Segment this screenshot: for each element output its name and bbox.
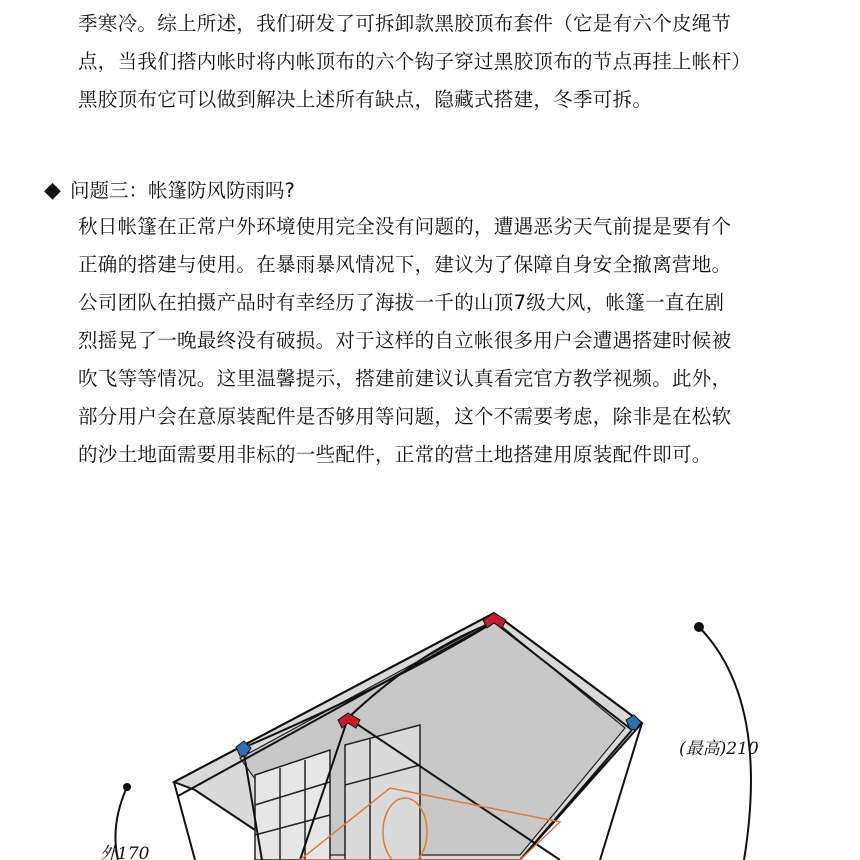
section-heading [44,172,295,210]
diamond-bullet-icon: ◆ [44,178,61,203]
paragraph-line: 的沙土地面需要用非标的一些配件，正常的营土地搭建用原装配件即可。 [78,443,712,466]
section-title: 问题三：帐篷防风防雨吗? [70,179,295,202]
side-label: 外170 [100,844,150,860]
answer-paragraph [78,208,838,474]
paragraph-line: 秋日帐篷在正常户外环境使用完全没有问题的，遭遇恶劣天气前提是要有个 [78,215,732,238]
intro-paragraph [78,5,838,119]
paragraph-line: 季寒冷。综上所述，我们研发了可拆卸款黑胶顶布套件（它是有六个皮绳节 [78,12,732,35]
height-dimension [679,622,759,860]
paragraph-line: 黑胶顶布它可以做到解决上述所有缺点，隐藏式搭建，冬季可拆。 [78,88,653,111]
paragraph-line: 公司团队在拍摄产品时有幸经历了海拔一千的山顶7级大风，帐篷一直在剧 [78,291,725,314]
height-label: (最高)210 [679,739,759,759]
side-dimension [100,783,150,860]
paragraph-line: 烈摇晃了一晚最终没有破损。对于这样的自立帐很多用户会遭遇搭建时候被 [78,329,732,352]
tent-illustration [0,560,860,860]
paragraph-line: 点，当我们搭内帐时将内帐顶布的六个钩子穿过黑胶顶布的节点再挂上帐杆） [78,50,752,73]
paragraph-line: 正确的搭建与使用。在暴雨暴风情况下，建议为了保障自身安全撤离营地。 [78,253,732,276]
paragraph-line: 部分用户会在意原装配件是否够用等问题，这个不需要考虑，除非是在松软 [78,405,732,428]
paragraph-line: 吹飞等等情况。这里温馨提示，搭建前建议认真看完官方教学视频。此外， [78,367,732,390]
